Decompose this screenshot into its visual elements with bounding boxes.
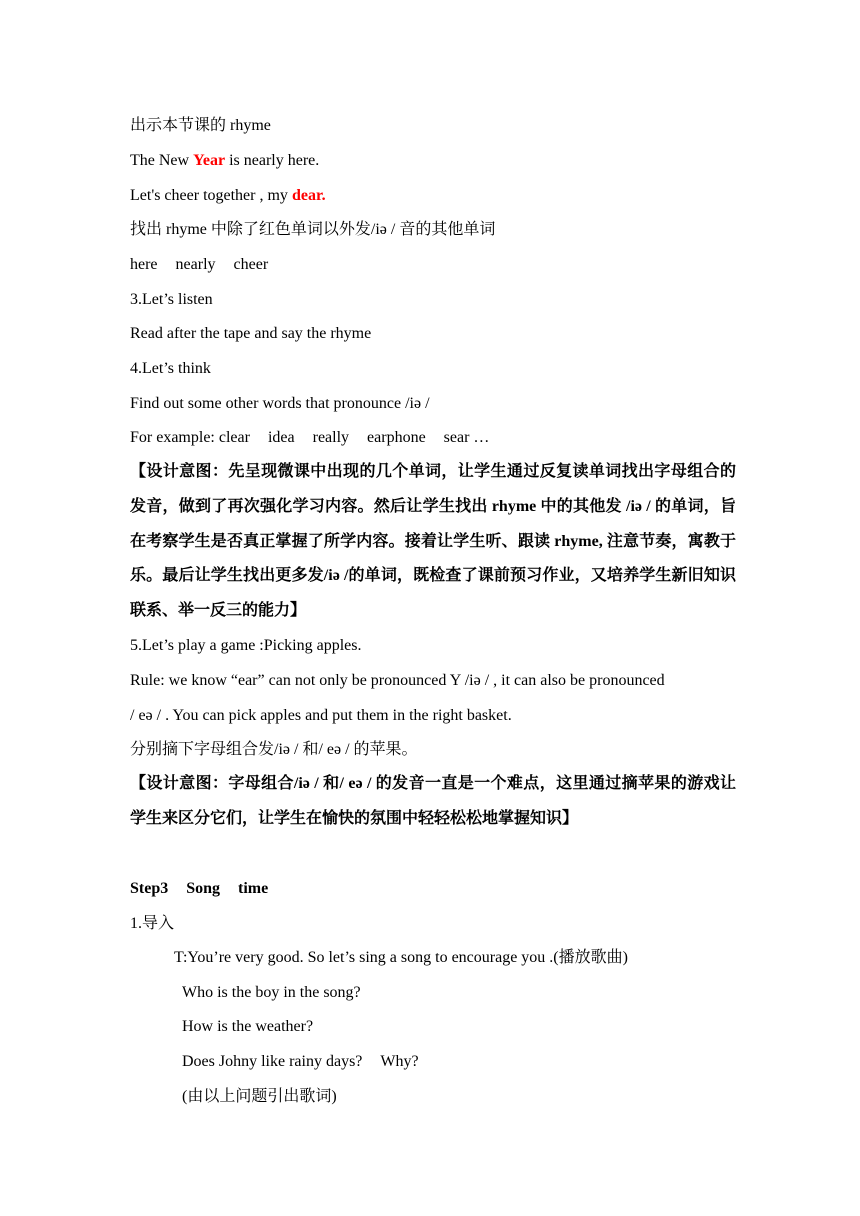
word-item: earphone — [367, 429, 426, 446]
word-item: nearly — [175, 256, 216, 273]
intro-line: 出示本节课的 rhyme — [130, 117, 271, 134]
word-item: really — [312, 429, 350, 446]
question-text: Does Johny like rainy days? — [182, 1053, 363, 1070]
question-line-2: How is the weather? — [182, 1018, 314, 1035]
rhyme-line-1-post: is nearly here. — [225, 152, 320, 169]
highlight-word-year: Year — [193, 152, 226, 169]
lead-in-heading: 1.导入 — [130, 915, 175, 932]
question-why: Why? — [380, 1053, 419, 1070]
word-list — [130, 255, 268, 275]
game-rule-line-1: Rule: we know “ear” can not only be pronounced Y /iə / , it can also be pronounced — [130, 672, 665, 689]
word-item: idea — [267, 429, 295, 446]
listen-instruction: Read after the tape and say the rhyme — [130, 325, 372, 342]
section-heading-game: 5.Let’s play a game :Picking apples. — [130, 637, 362, 654]
question-line-1: Who is the boy in the song? — [182, 984, 361, 1001]
game-instruction: 分别摘下字母组合发/iə / 和/ eə / 的苹果。 — [130, 741, 418, 758]
rhyme-line-2-pre: Let's cheer together , my — [130, 187, 292, 204]
lyrics-note: (由以上问题引出歌词) — [182, 1088, 337, 1105]
rhyme-line-1 — [130, 151, 319, 171]
rhyme-line-1-pre: The New — [130, 152, 194, 169]
design-intent-paragraph-2: 【设计意图：字母组合/iə / 和/ eə / 的发音一直是一个难点，这里通过摘苹果的游戏让学生来区分它们，让学生在愉快的氛围中轻轻松松地掌握知识】 — [130, 775, 736, 827]
step3-word: time — [238, 880, 269, 897]
think-instruction: Find out some other words that pronounce /iə / — [130, 395, 430, 412]
question-line-3 — [182, 1052, 419, 1072]
design-intent-paragraph-1: 【设计意图：先呈现微课中出现的几个单词，让学生通过反复读单词找出字母组合的发音，做到了再次强化学习内容。然后让学生找出 rhyme 中的其他发 /iə / 的单词，旨在考察学生是否真正掌握了所学内容。接着让学生听、跟读 rhyme, 注意节奏，寓教于乐。最后让学生找出更多发/iə /的单词，既检查了课前预习作业，又培养学生新旧知识联系、举一反三的能力】 — [130, 463, 736, 620]
teacher-line: T:You’re very good. So let’s sing a song to encourage you .(播放歌曲) — [174, 949, 628, 966]
word-item: cheer — [233, 256, 269, 273]
game-rule-line-2: / eə / . You can pick apples and put them in the right basket. — [130, 707, 512, 724]
find-words-instruction: 找出 rhyme 中除了红色单词以外发/iə / 音的其他单词 — [130, 221, 496, 238]
example-label: For example: clear — [130, 429, 250, 446]
step3-label: Step3 — [130, 880, 169, 897]
highlight-word-dear: dear. — [291, 187, 326, 204]
section-heading-listen: 3.Let’s listen — [130, 291, 213, 308]
example-words — [130, 428, 489, 448]
rhyme-line-2 — [130, 186, 326, 206]
word-item: here — [130, 256, 158, 273]
word-item: sear … — [443, 429, 490, 446]
step3-heading — [130, 879, 268, 899]
step3-word: Song — [186, 880, 221, 897]
section-heading-think: 4.Let’s think — [130, 360, 211, 377]
